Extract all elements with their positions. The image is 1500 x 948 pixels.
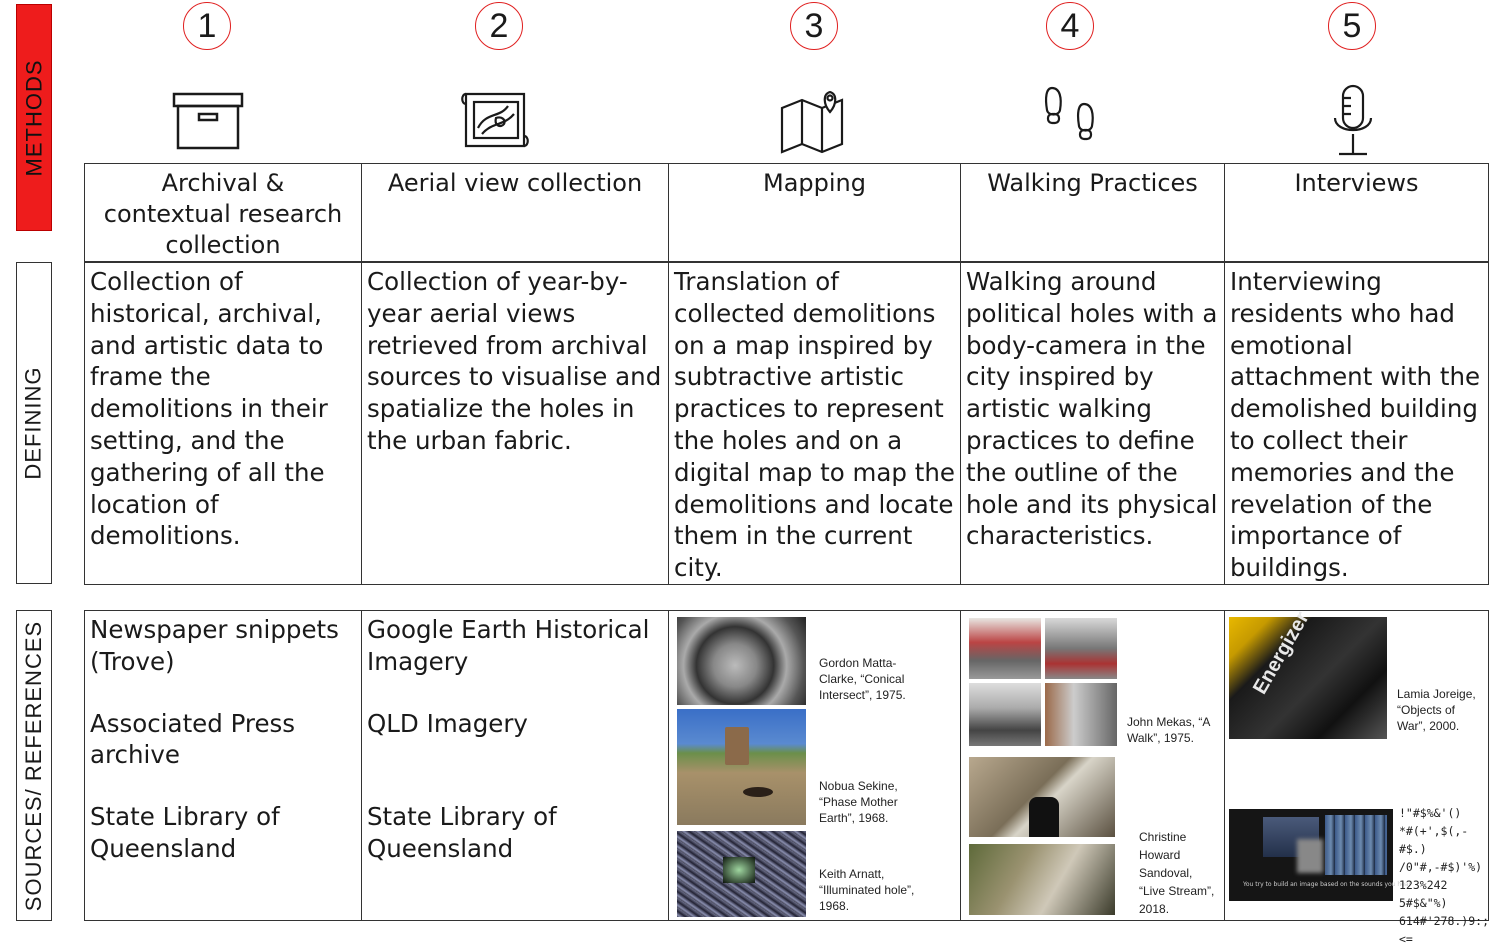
illuminated-hole-image — [677, 831, 806, 917]
sources-label-text: SOURCES/ REFERENCES — [21, 620, 47, 911]
a-walk-frame-1 — [969, 618, 1041, 679]
sources-table — [84, 608, 1490, 946]
live-stream-frame-1 — [969, 757, 1115, 837]
defining-text-2: Collection of year-by-year aerial views retrieved from archival sources to visualise and spatialize the holes in the urban fabric. — [362, 263, 669, 585]
sources-col-3 — [669, 611, 961, 921]
defining-label-text: DEFINING — [21, 366, 46, 480]
method-title-4: Walking Practices — [961, 164, 1225, 262]
sources-col-1 — [85, 611, 362, 921]
source-item: Associated Press archive — [90, 708, 296, 770]
a-walk-frame-2 — [1045, 618, 1117, 679]
defining-text-4: Walking around political holes with a body-camera in the city inspired by artistic walking practices to define the outline of the hole and its physical characteristics. — [961, 263, 1225, 585]
defining-text-1: Collection of historical, archival, and artistic data to frame the demolitions in their setting, and the gathering of all the location of demolitions. — [85, 263, 362, 585]
footprints-icon — [1032, 84, 1112, 160]
methods-table — [84, 163, 1489, 262]
method-number-3: 3 — [790, 2, 838, 50]
source-item: State Library of Queensland — [90, 802, 280, 863]
defining-text-3: Translation of collected demolitions on a map inspired by subtractive artistic practices to represent the holes and on a digital map to map the demolitions and locate them in the current city. — [669, 263, 961, 585]
defining-table — [84, 262, 1489, 585]
source-item: Newspaper snippets (Trove) — [90, 615, 339, 676]
defining-side-label — [16, 262, 52, 584]
a-walk-frame-4 — [1045, 683, 1117, 746]
interview-video-still — [1229, 809, 1412, 901]
microphone-icon — [1313, 84, 1393, 160]
phase-mother-earth-image — [677, 709, 806, 825]
source-item: Google Earth Historical Imagery — [367, 615, 650, 676]
sources-col-5 — [1225, 608, 1490, 946]
source-item: QLD Imagery — [367, 708, 528, 738]
method-title-2: Aerial view collection — [362, 164, 669, 262]
sources-side-label — [16, 610, 52, 921]
source-item: State Library of Queensland — [367, 802, 557, 864]
method-number-1: 1 — [183, 2, 231, 50]
caption-sekine: Nobua Sekine, “Phase Mother Earth”, 1968. — [819, 779, 898, 825]
method-number-4: 4 — [1046, 2, 1094, 50]
defining-text-5: Interviewing residents who had emotional attachment with the demolished building to collect their memories and the revelation of the importance of buildings. — [1225, 263, 1489, 585]
a-walk-frame-3 — [969, 683, 1041, 746]
method-number-5: 5 — [1328, 2, 1376, 50]
sources-col-2 — [362, 611, 669, 921]
map-pin-icon — [774, 84, 854, 160]
caption-matta-clarke: Gordon Matta-Clarke, “Conical Intersect”, 1975. — [819, 656, 906, 702]
caption-sandoval: Christine Howard Sandoval, “Live Stream”, 2018. — [1139, 830, 1215, 916]
video-subtitle: You try to build an image based on the sounds you hear — [1243, 881, 1412, 888]
methods-side-label — [16, 4, 52, 231]
sources-col-4 — [961, 611, 1225, 921]
live-stream-frame-2 — [969, 844, 1115, 915]
method-title-5: Interviews — [1225, 164, 1489, 262]
conical-intersect-image — [677, 617, 806, 705]
caption-mekas: John Mekas, “A Walk”, 1975. — [1127, 715, 1210, 745]
caption-arnatt: Keith Arnatt, “Illuminated hole”, 1968. — [819, 867, 915, 913]
method-number-2: 2 — [475, 2, 523, 50]
archive-box-icon — [168, 84, 248, 160]
method-title-1: Archival & contextual research collection — [85, 164, 362, 262]
garbled-text-block: !"#$%&'() *#(+',$(,-#$.) /0"#,-#$)'%) 123%242 5#$&"%) 614#'278.)9:;<= — [1399, 806, 1490, 946]
objects-of-war-image — [1229, 608, 1387, 739]
method-title-3: Mapping — [669, 164, 961, 262]
methods-label-text: METHODS — [21, 59, 46, 176]
caption-joreige: Lamia Joreige, “Objects of War”, 2000. — [1397, 687, 1476, 733]
aerial-map-scroll-icon — [458, 84, 538, 160]
battery-brand-text: Energizer — [1249, 608, 1314, 698]
